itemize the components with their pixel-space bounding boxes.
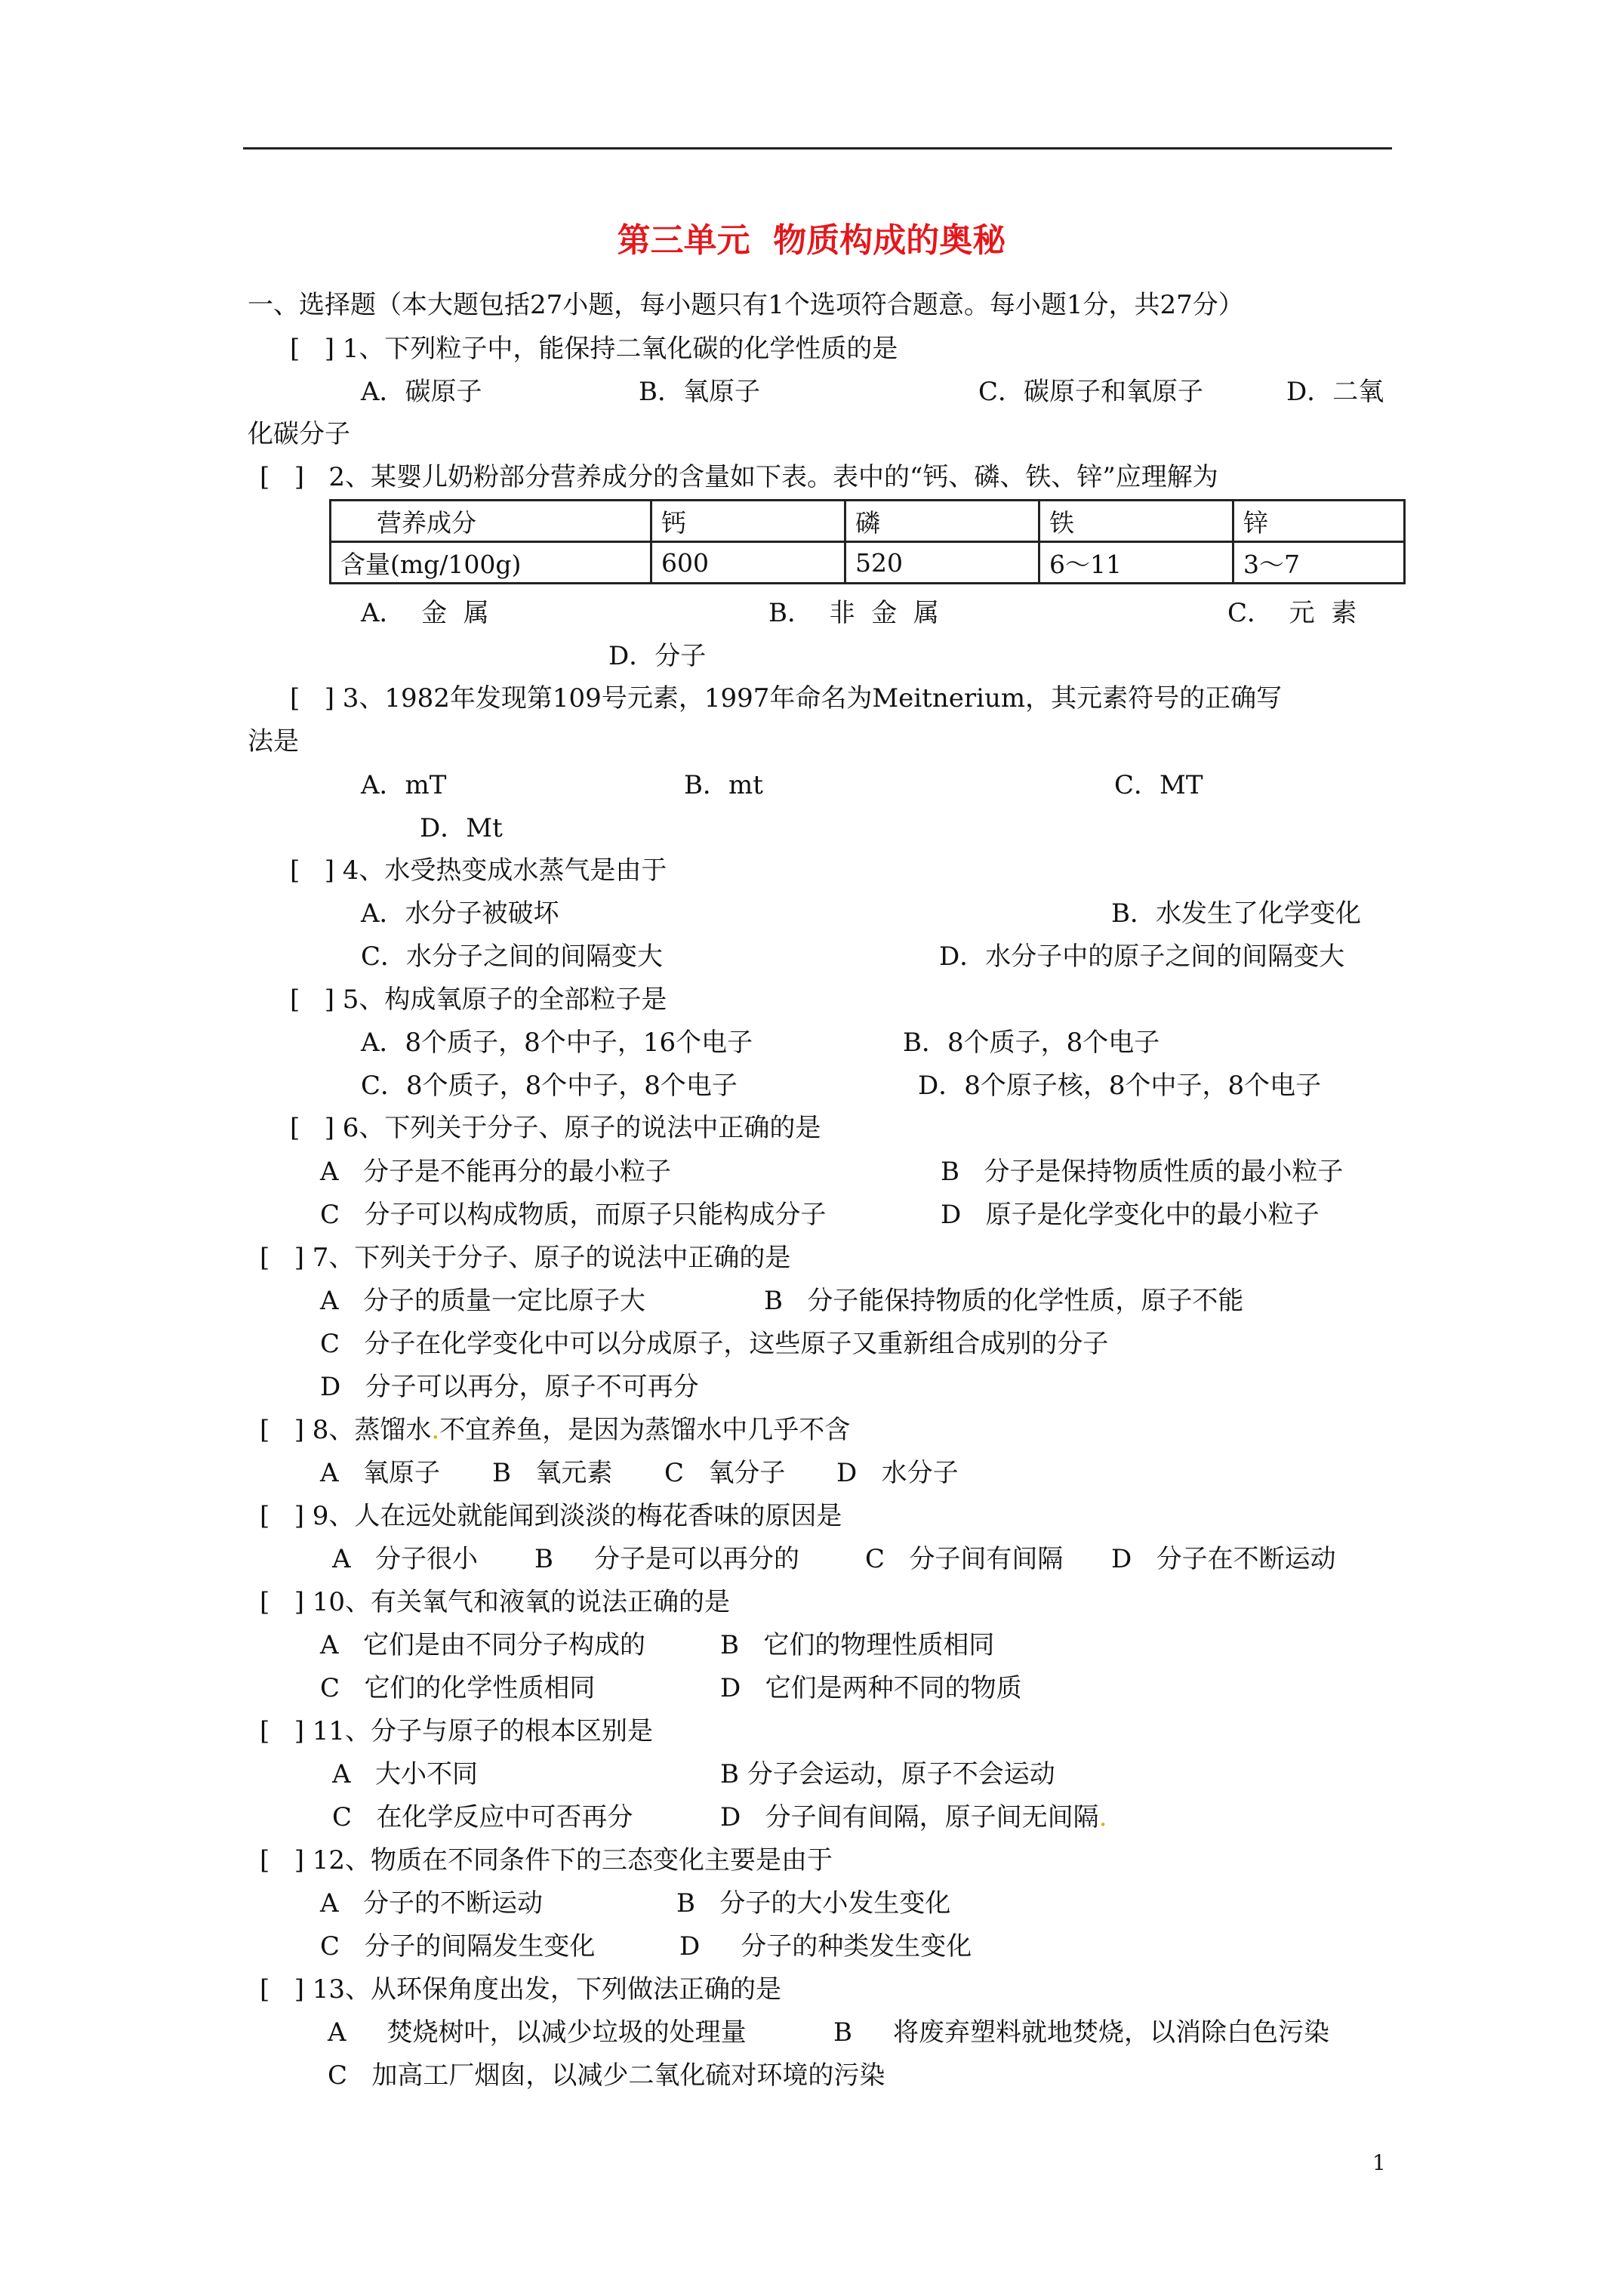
option: A 分子的不断运动: [320, 1888, 543, 1918]
option: C． 元 素: [1227, 598, 1357, 628]
option: C 分子在化学变化中可以分成原子，这些原子又重新组合成别的分子: [320, 1329, 1109, 1359]
table-cell: 磷: [845, 501, 1039, 542]
option: A． 金 属: [361, 598, 489, 628]
question-stem: [260, 1413, 850, 1447]
option: C 分子间有间隔: [865, 1544, 1064, 1574]
page-title: 第三单元 物质构成的奥秘: [617, 221, 1006, 260]
table-cell: 含量(mg/100g): [331, 542, 651, 584]
question-stem: [ ] 2、某婴儿奶粉部分营养成分的含量如下表。表中的“钙、磷、铁、锌”应理解为: [260, 462, 1218, 492]
option: A．碳原子: [361, 377, 482, 407]
page-number: 1: [1372, 2150, 1386, 2175]
question-stem: [ ] 9、人在远处就能闻到淡淡的梅花香味的原因是: [260, 1501, 842, 1531]
question-continuation: 法是: [248, 726, 299, 757]
yellow-dot-mark: .: [431, 1415, 440, 1445]
option: A 分子很小: [332, 1544, 478, 1574]
option: B 分子会运动，原子不会运动: [720, 1759, 1055, 1789]
option: A 分子的质量一定比原子大: [320, 1286, 645, 1316]
option: C．碳原子和氧原子: [978, 377, 1204, 407]
nutrition-table: [329, 499, 1406, 584]
option: D 原子是化学变化中的最小粒子: [941, 1200, 1320, 1230]
table-cell: 营养成分: [331, 501, 651, 542]
question-stem: [ ] 12、物质在不同条件下的三态变化主要是由于: [260, 1845, 833, 1875]
question-stem: [ ] 1、下列粒子中，能保持二氧化碳的化学性质的是: [290, 334, 898, 364]
section-heading: 一、选择题（本大题包括27小题，每小题只有1个选项符合题意。每小题1分，共27分）: [248, 290, 1244, 320]
option: B 它们的物理性质相同: [720, 1630, 995, 1660]
table-cell: 520: [845, 542, 1039, 584]
question-continuation: 化碳分子: [248, 419, 350, 449]
option: C 氧分子: [664, 1458, 786, 1488]
option: D 水分子: [836, 1458, 959, 1488]
option: A 焚烧树叶，以减少垃圾的处理量: [328, 2017, 747, 2048]
option: A．8个质子，8个中子，16个电子: [361, 1028, 753, 1058]
table-cell: 3～7: [1233, 542, 1405, 584]
table-cell: 6～11: [1039, 542, 1233, 584]
option: A 分子是不能再分的最小粒子: [320, 1157, 671, 1187]
option: D．8个原子核，8个中子，8个电子: [918, 1071, 1322, 1101]
option: A．mT: [361, 770, 447, 800]
question-stem: [ ] 3、1982年发现第109号元素，1997年命名为Meitnerium，其元素符号的正确写: [290, 683, 1283, 713]
question-stem: [ ] 10、有关氧气和液氧的说法正确的是: [260, 1587, 731, 1617]
option-text: D 分子间有间隔，原子间无间隔: [720, 1802, 1099, 1832]
question-stem: [ ] 7、下列关于分子、原子的说法中正确的是: [260, 1243, 791, 1273]
option: C．8个质子，8个中子，8个电子: [361, 1071, 738, 1101]
option: C．水分子之间的间隔变大: [361, 942, 664, 972]
question-stem: [ ] 6、下列关于分子、原子的说法中正确的是: [290, 1113, 821, 1143]
option: C 它们的化学性质相同: [320, 1673, 596, 1703]
option: D 分子的种类发生变化: [679, 1931, 972, 1962]
option: D 它们是两种不同的物质: [720, 1673, 1022, 1703]
option: C 在化学反应中可否再分: [332, 1802, 633, 1832]
option: B 将废弃塑料就地焚烧，以消除白色污染: [833, 2017, 1330, 2048]
option: A 它们是由不同分子构成的: [320, 1630, 645, 1660]
option: [720, 1801, 1107, 1834]
option: C．MT: [1114, 770, 1203, 800]
option: D 分子在不断运动: [1111, 1544, 1336, 1574]
header-rule: [243, 147, 1392, 149]
question-stem: [ ] 11、分子与原子的根本区别是: [260, 1716, 654, 1746]
option: C 分子可以构成物质，而原子只能构成分子: [320, 1200, 827, 1230]
question-stem: [ ] 5、构成氧原子的全部粒子是: [290, 985, 667, 1015]
table-row: [331, 542, 1405, 584]
question-stem: [ ] 4、水受热变成水蒸气是由于: [290, 855, 667, 886]
yellow-dot-mark: .: [1098, 1802, 1107, 1832]
option: B．mt: [684, 770, 763, 800]
option: A 氧原子: [320, 1458, 440, 1488]
option: C 加高工厂烟囱，以减少二氧化硫对环境的污染: [328, 2060, 885, 2091]
table-cell: 600: [651, 542, 845, 584]
option: D 分子可以再分，原子不可再分: [320, 1372, 699, 1402]
table-cell: 钙: [651, 501, 845, 542]
table-row: [331, 501, 1405, 542]
question-stem-part: 不宜养鱼，是因为蒸馏水中几乎不含: [439, 1415, 851, 1445]
option: B 分子能保持物质的化学性质，原子不能: [764, 1286, 1244, 1316]
option: B． 非 金 属: [768, 598, 939, 628]
option: C 分子的间隔发生变化: [320, 1931, 596, 1962]
option: D．分子: [608, 641, 707, 671]
option: D．Mt: [420, 813, 503, 843]
table-cell: 铁: [1039, 501, 1233, 542]
option: A．水分子被破坏: [361, 898, 559, 929]
question-stem-part: [ ] 8、蒸馏水: [260, 1415, 432, 1445]
question-stem: [ ] 13、从环保角度出发，下列做法正确的是: [260, 1974, 782, 2005]
option: B 分子的大小发生变化: [676, 1888, 951, 1918]
option: D．二氧: [1286, 377, 1384, 407]
table-cell: 锌: [1233, 501, 1405, 542]
option: B 分子是保持物质性质的最小粒子: [941, 1157, 1344, 1187]
option: B．水发生了化学变化: [1111, 898, 1361, 929]
option: A 大小不同: [332, 1759, 478, 1789]
option: D．水分子中的原子之间的间隔变大: [939, 942, 1345, 972]
option: B．8个质子，8个电子: [903, 1028, 1160, 1058]
option: B 氧元素: [492, 1458, 613, 1488]
option: B．氧原子: [639, 377, 760, 407]
option: B 分子是可以再分的: [534, 1544, 800, 1574]
